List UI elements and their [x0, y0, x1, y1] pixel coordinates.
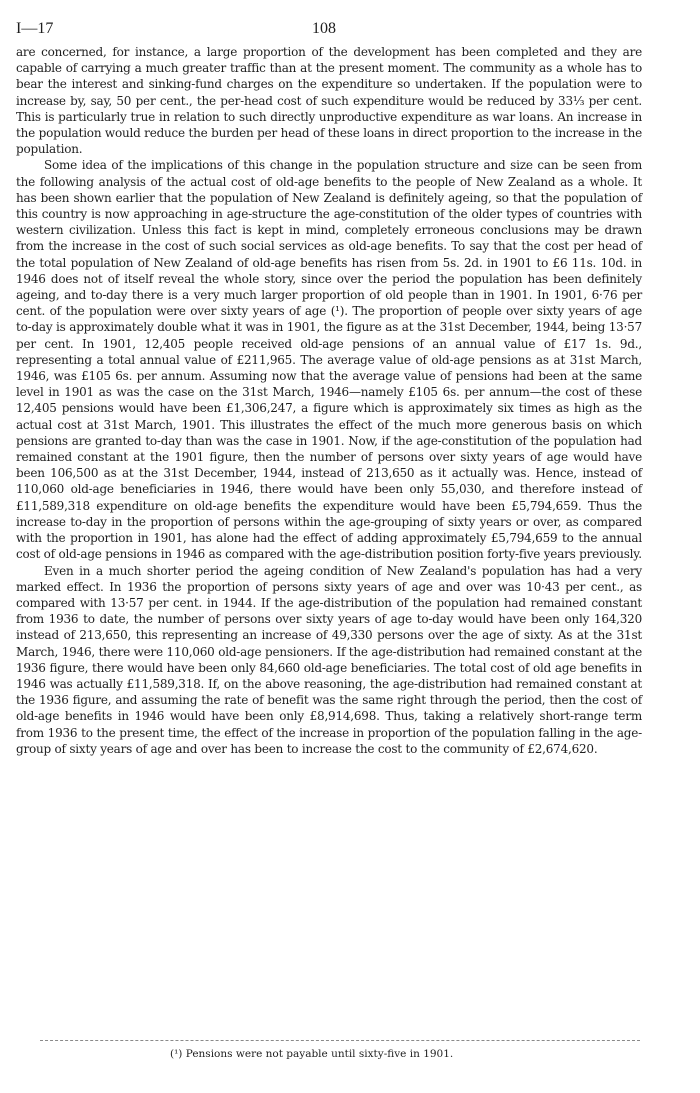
- document-reference: I—17: [16, 20, 54, 37]
- body-text: [16, 44, 642, 757]
- footnote: (¹) Pensions were not payable until sixty-five in 1901.: [170, 1048, 454, 1060]
- paragraph-continued: are concerned, for instance, a large proportion of the development has been completed and they are capable of carrying a much greater traffic than at the present moment. The community as a whole has to bear the interest and sinking-fund charges on the expenditure so undertaken. If the population were to increase by, say, 50 per cent., the per-head cost of such expenditure would be reduced by 33⅓ per cent. This is particularly true in relation to such directly unproductive expenditure as war loans. An increase in the population would reduce the burden per head of these loans in direct proportion to the increase in the population.: [16, 45, 642, 157]
- page-number: 108: [312, 20, 336, 37]
- paragraph-population-structure: Some idea of the implications of this change in the population structure and size can be seen from the following analysis of the actual cost of old-age benefits to the people of New Zealand as a whole. It has been shown earlier that the population of New Zealand is definitely ageing, so that the population of this country is now approaching in age-structure the age-constitution of the older types of countries with western civilization. Unless this fact is kept in mind, completely erroneous conclusions may be drawn from the increase in the cost of such social services as old-age benefits. To say that the cost per head of the total population of New Zealand of old-age benefits has risen from 5s. 2d. in 1901 to £6 11s. 10d. in 1946 does not of itself reveal the whole story, since over the period the population has been definitely ageing, and to-day there is a very much larger proportion of old people than in 1901. In 1901, 6·76 per cent. of the population were over sixty years of age (¹). The proportion of people over sixty years of age to-day is approximately double what it was in 1901, the figure as at the 31st December, 1944, being 13·57 per cent. In 1901, 12,405 people received old-age pensions of an annual value of £17 1s. 9d., representing a total annual value of £211,965. The average value of old-age pensions as at 31st March, 1946, was £105 6s. per annum. Assuming now that the average value of pensions had been at the same level in 1901 as was the case on the 31st March, 1946—namely £105 6s. per annum—the cost of these 12,405 pensions would have been £1,306,247, a figure which is approximately six times as high as the actual cost at 31st March, 1901. This illustrates the effect of the much more generous basis on which pensions are granted to-day than was the case in 1901. Now, if the age-constitution of the population had remained constant at the 1901 figure, then the number of persons over sixty years of age would have been 106,500 as at the 31st December, 1944, instead of 213,650 as it actually was. Hence, instead of 110,060 old-age beneficiaries in 1946, there would have been only 55,030, and therefore instead of £11,589,318 expenditure on old-age benefits the expenditure would have been £5,794,659. Thus the increase to-day in the proportion of persons within the age-grouping of sixty years or over, as compared with the proportion in 1901, has alone had the effect of adding approximately £5,794,659 to the annual cost of old-age pensions in 1946 as compared with the age-distribution position forty-five years previously.: [16, 158, 642, 562]
- footnote-divider: [40, 1040, 640, 1041]
- paragraph-shorter-period: Even in a much shorter period the ageing condition of New Zealand's population has had a very marked effect. In 1936 the proportion of persons sixty years of age and over was 10·43 per cent., as compared with 13·57 per cent. in 1944. If the age-distribution of the population had remained constant from 1936 to date, the number of persons over sixty years of age to-day would have been only 164,320 instead of 213,650, this representing an increase of 49,330 persons over the age of sixty. As at the 31st March, 1946, there were 110,060 old-age pensioners. If the age-distribution had remained constant at the 1936 figure, there would have been only 84,660 old-age beneficiaries. The total cost of old age benefits in 1946 was actually £11,589,318. If, on the above reasoning, the age-distribution had remained constant at the 1936 figure, and assuming the rate of benefit was the same right through the period, then the cost of old-age benefits in 1946 would have been only £8,914,698. Thus, taking a relatively short-range term from 1936 to the present time, the effect of the increase in proportion of the population falling in the age-group of sixty years of age and over has been to increase the cost to the community of £2,674,620.: [16, 563, 642, 756]
